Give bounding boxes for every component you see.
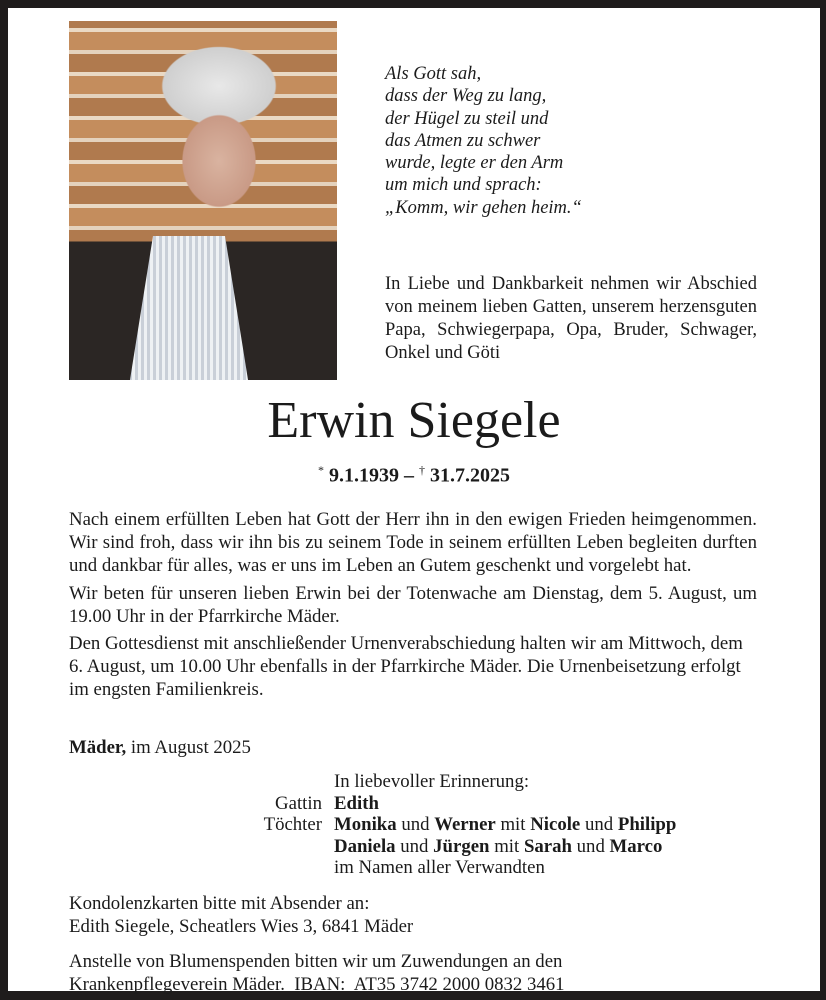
donation-line: Krankenpflegeverein Mäder. IBAN: AT35 3742 2000 0832 3461 xyxy=(69,974,565,995)
town: Mäder, xyxy=(69,737,127,758)
conj: und xyxy=(584,814,614,835)
wife-name: Edith xyxy=(334,792,379,814)
poem xyxy=(385,63,582,219)
name: Marco xyxy=(609,835,663,857)
conj: mit xyxy=(494,835,520,857)
poem-line: der Hügel zu steil und xyxy=(385,108,549,129)
name: Philipp xyxy=(617,814,677,835)
death-symbol: † xyxy=(419,463,425,477)
place-date xyxy=(69,737,251,759)
name: Jürgen xyxy=(433,835,490,857)
family-line xyxy=(334,836,662,858)
condolence-address xyxy=(69,892,413,938)
poem-line: wurde, legte er den Arm xyxy=(385,153,564,174)
address-line: Edith Siegele, Scheatlers Wies 3, 6841 Mäder xyxy=(69,916,414,937)
poem-line: dass der Weg zu lang, xyxy=(385,86,547,107)
deceased-name: Erwin Siegele xyxy=(267,392,561,449)
dash: – xyxy=(404,464,414,487)
conj: mit xyxy=(500,814,526,835)
name: Sarah xyxy=(523,835,572,857)
life-dates xyxy=(8,463,820,488)
intro-text: In Liebe und Dankbarkeit nehmen wir Abschied von meinem lieben Gatten, unserem herzensguten Papa, Schwiegerpapa, Opa, Bruder, Schwager, Onkel und Göti xyxy=(385,274,757,363)
poem-line: das Atmen zu schwer xyxy=(385,130,541,151)
name: Werner xyxy=(434,814,496,835)
donation-note xyxy=(69,950,565,996)
death-date: 31.7.2025 xyxy=(430,464,510,487)
birth-date: 9.1.1939 xyxy=(329,464,399,487)
name: Nicole xyxy=(530,814,581,835)
conj: und xyxy=(400,835,429,857)
poem-line: Als Gott sah, xyxy=(385,64,482,84)
paragraph: Den Gottesdienst mit anschließender Urnenverabschiedung halten wir am Mittwoch, dem 6. August, um 10.00 Uhr ebenfalls in der Pfarrkirche Mäder. Die Urnenbeisetzung erfolgt im engsten Familienkreis. xyxy=(69,633,743,701)
conj: und xyxy=(401,814,430,835)
name: Daniela xyxy=(334,835,396,857)
daughters-label: Töchter xyxy=(263,814,322,835)
donation-line: Anstelle von Blumenspenden bitten wir um Zuwendungen an den xyxy=(69,951,563,972)
address-line: Kondolenzkarten bitte mit Absender an: xyxy=(69,893,370,914)
portrait-photo xyxy=(69,21,337,380)
poem-line: um mich und sprach: xyxy=(385,175,542,196)
poem-line: „Komm, wir gehen heim.“ xyxy=(385,197,582,218)
body-text xyxy=(69,508,757,706)
date: im August 2025 xyxy=(130,737,251,758)
family-closing: im Namen aller Verwandten xyxy=(334,857,545,878)
conj: und xyxy=(576,835,605,857)
family-line xyxy=(334,814,676,836)
obituary-page xyxy=(8,8,820,995)
name: Monika xyxy=(334,814,397,835)
paragraph: Wir beten für unseren lieben Erwin bei der Totenwache am Dienstag, dem 5. August, um 19.00 Uhr in der Pfarrkirche Mäder. xyxy=(69,582,757,627)
shirt xyxy=(129,236,249,380)
paragraph: Nach einem erfüllten Leben hat Gott der Herr ihn in den ewigen Frieden heimgenommen. Wir sind froh, dass wir ihn bis zu seinem Tode in seinem erfüllten Leben begleiten durften und dankbar für alles, was er uns im Leben an Gutem geschenkt und vorgelebt hat. xyxy=(69,509,757,577)
wife-label: Gattin xyxy=(275,792,322,814)
birth-symbol: * xyxy=(318,463,324,477)
family-heading: In liebevoller Erinnerung: xyxy=(334,771,530,792)
